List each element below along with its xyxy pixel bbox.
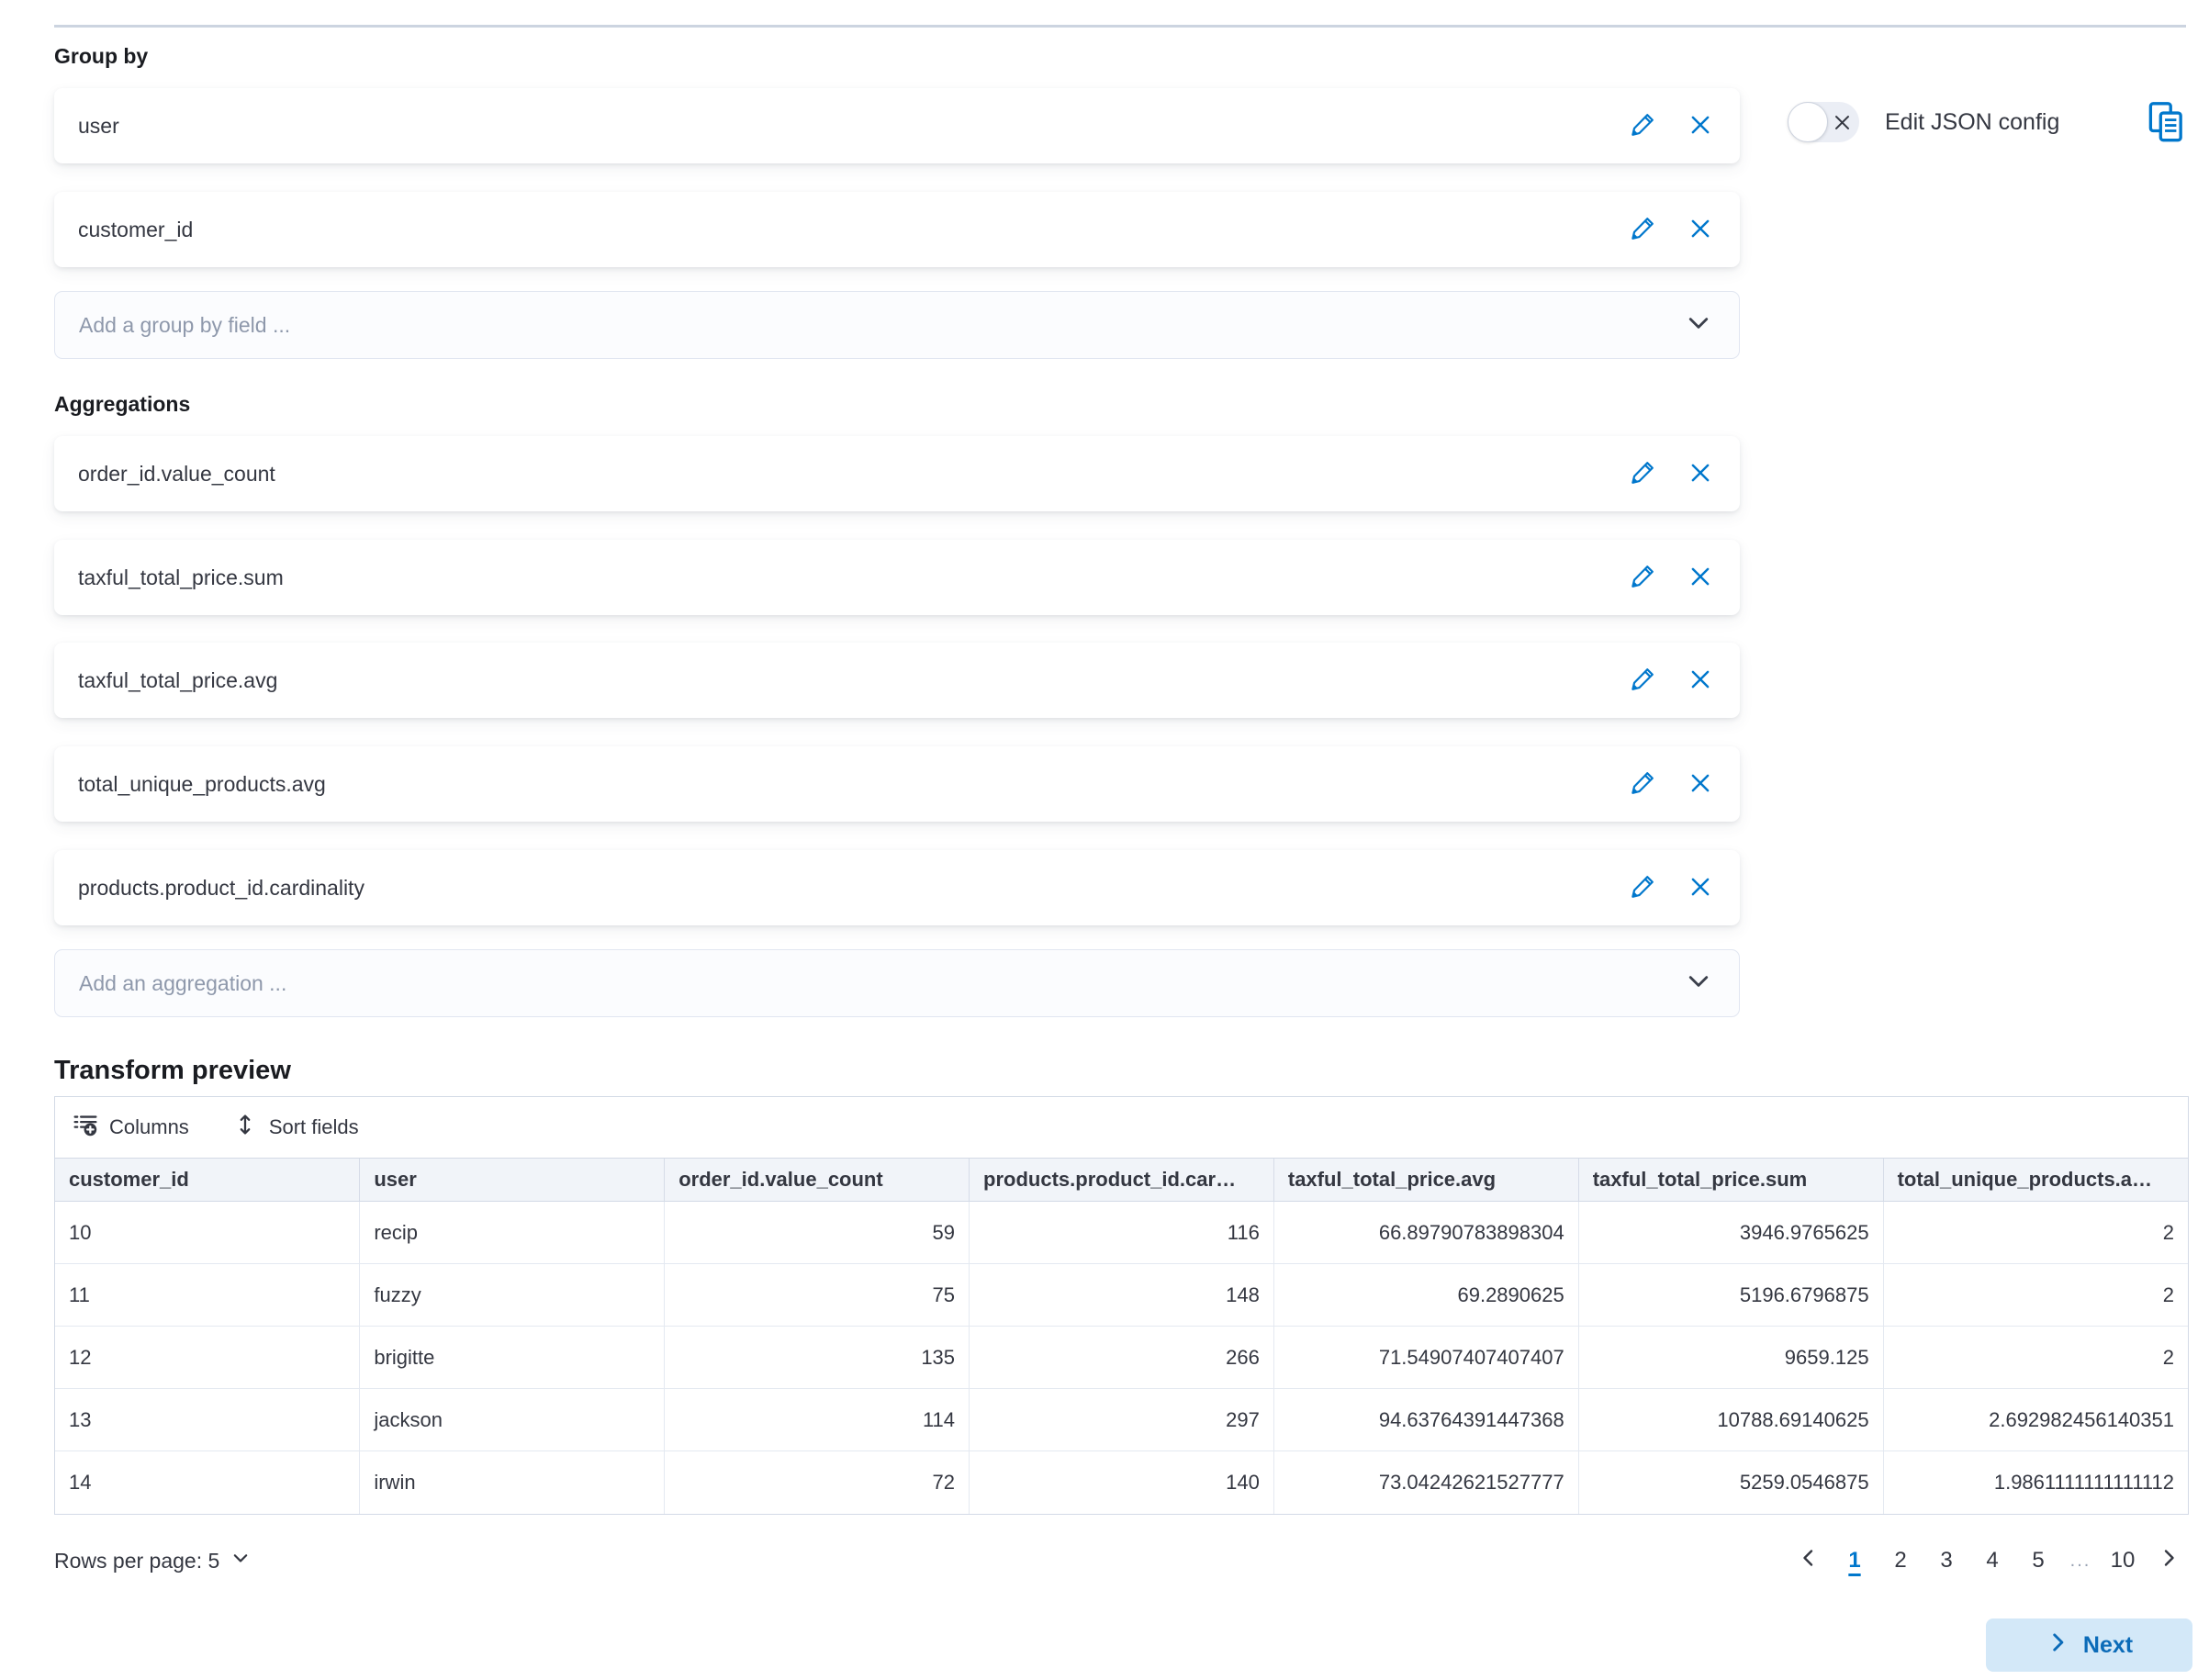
table-cell: irwin (360, 1451, 665, 1514)
table-cell: 116 (970, 1202, 1274, 1264)
sort-fields-button-label: Sort fields (268, 1115, 359, 1138)
group-by-item-label: user (78, 113, 119, 138)
aggregation-item-label: products.product_id.cardinality (78, 875, 364, 900)
page-button[interactable]: 1 (1834, 1540, 1875, 1581)
table-cell: jackson (360, 1389, 665, 1451)
chevron-left-icon (1798, 1547, 1820, 1575)
edit-aggregation-button[interactable] (1631, 770, 1655, 798)
columns-button[interactable] (73, 1113, 189, 1142)
edit-group-by-button[interactable] (1631, 112, 1655, 140)
table-cell: 2 (1883, 1264, 2188, 1327)
group-by-item (54, 88, 1740, 163)
table-cell: 2 (1883, 1327, 2188, 1389)
page-button[interactable]: 4 (1972, 1540, 2013, 1581)
add-aggregation-select[interactable] (54, 949, 1740, 1017)
pencil-icon (1631, 112, 1655, 140)
pencil-icon (1631, 770, 1655, 798)
pencil-icon (1631, 564, 1655, 591)
table-cell: 2 (1883, 1202, 2188, 1264)
aggregation-item (54, 540, 1740, 615)
chevron-down-icon (1686, 969, 1711, 999)
delete-group-by-button[interactable] (1688, 217, 1712, 243)
table-cell: 5196.6796875 (1578, 1264, 1883, 1327)
edit-aggregation-button[interactable] (1631, 874, 1655, 902)
pencil-icon (1631, 216, 1655, 243)
aggregation-item (54, 746, 1740, 822)
table-cell: 75 (665, 1264, 970, 1327)
aggregation-item (54, 850, 1740, 925)
table-row (55, 1451, 2188, 1514)
preview-table (55, 1158, 2188, 1514)
table-cell: brigitte (360, 1327, 665, 1389)
table-row (55, 1264, 2188, 1327)
column-header[interactable]: products.product_id.car… (970, 1159, 1274, 1202)
aggregation-item (54, 643, 1740, 718)
table-header-row (55, 1159, 2188, 1202)
close-icon (1688, 113, 1712, 140)
close-icon (1688, 875, 1712, 902)
grid-toolbar (55, 1097, 2188, 1158)
pencil-icon (1631, 666, 1655, 694)
column-header[interactable]: user (360, 1159, 665, 1202)
table-cell: 135 (665, 1327, 970, 1389)
edit-group-by-button[interactable] (1631, 216, 1655, 243)
close-icon (1688, 667, 1712, 694)
table-cell: 2.692982456140351 (1883, 1389, 2188, 1451)
table-cell: 13 (55, 1389, 360, 1451)
edit-json-config-row (1788, 102, 2059, 142)
previous-page-button[interactable] (1789, 1540, 1829, 1581)
aggregation-item-label: order_id.value_count (78, 461, 275, 486)
delete-aggregation-button[interactable] (1688, 565, 1712, 591)
edit-aggregation-button[interactable] (1631, 460, 1655, 487)
columns-list-add-icon (73, 1113, 97, 1142)
edit-aggregation-button[interactable] (1631, 666, 1655, 694)
delete-aggregation-button[interactable] (1688, 461, 1712, 487)
aggregation-item-label: total_unique_products.avg (78, 771, 326, 796)
table-cell: 71.54907407407407 (1273, 1327, 1578, 1389)
copy-config-button[interactable] (2148, 101, 2183, 146)
group-by-item (54, 192, 1740, 267)
rows-per-page-label: Rows per page: 5 (54, 1548, 220, 1573)
sort-updown-icon (233, 1113, 257, 1142)
page-ellipsis: ... (2069, 1550, 2091, 1571)
transform-preview-title: Transform preview (54, 1056, 291, 1085)
aggregations-label: Aggregations (54, 392, 191, 416)
page-button[interactable]: 3 (1926, 1540, 1967, 1581)
column-header[interactable]: total_unique_products.a… (1883, 1159, 2188, 1202)
table-row (55, 1389, 2188, 1451)
table-cell: 10 (55, 1202, 360, 1264)
close-icon (1688, 565, 1712, 591)
toggle-off-x-icon (1832, 112, 1853, 136)
close-icon (1688, 771, 1712, 798)
table-cell: 148 (970, 1264, 1274, 1327)
add-aggregation-placeholder: Add an aggregation ... (79, 970, 287, 995)
edit-json-config-toggle[interactable] (1788, 102, 1859, 142)
pencil-icon (1631, 460, 1655, 487)
delete-aggregation-button[interactable] (1688, 875, 1712, 902)
transform-preview-grid (54, 1096, 2189, 1515)
edit-json-config-label: Edit JSON config (1885, 108, 2060, 135)
next-step-button[interactable] (1986, 1618, 2192, 1672)
page-button[interactable]: 10 (2102, 1540, 2143, 1581)
column-header[interactable]: taxful_total_price.sum (1578, 1159, 1883, 1202)
sort-fields-button[interactable] (233, 1113, 359, 1142)
table-cell: 66.89790783898304 (1273, 1202, 1578, 1264)
aggregation-item-label: taxful_total_price.avg (78, 667, 278, 692)
table-cell: 1.9861111111111112 (1883, 1451, 2188, 1514)
chevron-down-icon (1686, 310, 1711, 341)
column-header[interactable]: order_id.value_count (665, 1159, 970, 1202)
aggregation-item-label: taxful_total_price.sum (78, 565, 284, 589)
add-group-by-placeholder: Add a group by field ... (79, 312, 291, 337)
delete-aggregation-button[interactable] (1688, 771, 1712, 798)
table-cell: 9659.125 (1578, 1327, 1883, 1389)
column-header[interactable]: taxful_total_price.avg (1273, 1159, 1578, 1202)
pencil-icon (1631, 874, 1655, 902)
next-button-label: Next (2082, 1631, 2134, 1658)
pagination-row (54, 1535, 2189, 1586)
table-cell: 69.2890625 (1273, 1264, 1578, 1327)
table-row (55, 1202, 2188, 1264)
column-header[interactable]: customer_id (55, 1159, 360, 1202)
columns-button-label: Columns (109, 1115, 189, 1138)
table-cell: 59 (665, 1202, 970, 1264)
group-by-label: Group by (54, 44, 149, 68)
table-cell: 114 (665, 1389, 970, 1451)
rows-per-page-button[interactable] (54, 1548, 251, 1574)
table-cell: 14 (55, 1451, 360, 1514)
table-row (55, 1327, 2188, 1389)
aggregation-item (54, 436, 1740, 511)
copy-clipboard-icon (2148, 101, 2183, 146)
edit-aggregation-button[interactable] (1631, 564, 1655, 591)
delete-group-by-button[interactable] (1688, 113, 1712, 140)
chevron-right-icon (2158, 1547, 2180, 1575)
table-cell: 94.63764391447368 (1273, 1389, 1578, 1451)
table-cell: fuzzy (360, 1264, 665, 1327)
group-by-item-label: customer_id (78, 217, 194, 241)
page-button[interactable]: 5 (2018, 1540, 2058, 1581)
table-cell: recip (360, 1202, 665, 1264)
chevron-down-icon (230, 1548, 251, 1574)
table-cell: 72 (665, 1451, 970, 1514)
close-icon (1688, 217, 1712, 243)
delete-aggregation-button[interactable] (1688, 667, 1712, 694)
page-button[interactable]: 2 (1880, 1540, 1921, 1581)
chevron-right-icon (2046, 1630, 2069, 1661)
next-page-button[interactable] (2148, 1540, 2189, 1581)
close-icon (1688, 461, 1712, 487)
table-cell: 10788.69140625 (1578, 1389, 1883, 1451)
table-cell: 73.04242621527777 (1273, 1451, 1578, 1514)
table-cell: 5259.0546875 (1578, 1451, 1883, 1514)
table-cell: 3946.9765625 (1578, 1202, 1883, 1264)
top-divider (54, 25, 2186, 28)
table-cell: 11 (55, 1264, 360, 1327)
toggle-knob (1788, 102, 1828, 142)
table-cell: 140 (970, 1451, 1274, 1514)
table-cell: 297 (970, 1389, 1274, 1451)
add-group-by-field-select[interactable] (54, 291, 1740, 359)
page-navigation (1789, 1540, 2189, 1581)
table-cell: 266 (970, 1327, 1274, 1389)
table-cell: 12 (55, 1327, 360, 1389)
